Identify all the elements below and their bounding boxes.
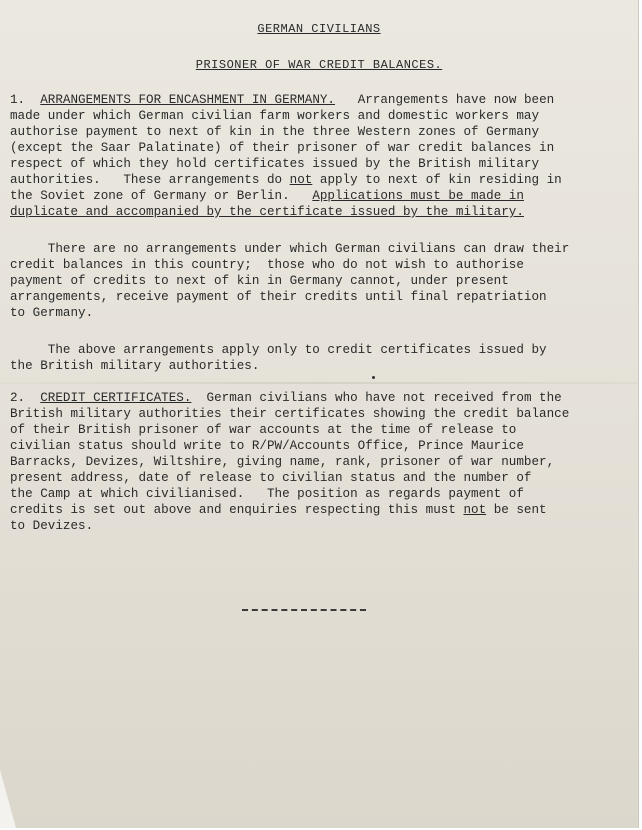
paragraph-1: [10, 92, 622, 220]
applications-notice: Applications must be made in: [312, 189, 524, 203]
paragraph-4-line-2: British military authorities their certificates showing the credit balance: [10, 407, 570, 421]
paragraph-2-line-2: credit balances in this country; those who do not wish to authorise: [10, 258, 524, 272]
paragraph-4-line-9: to Devizes.: [10, 519, 94, 533]
paragraph-2-line-4: arrangements, receive payment of their credits until final repatriation: [10, 290, 547, 304]
paragraph-4-line-3: of their British prisoner of war accounts at the time of release to: [10, 423, 517, 437]
paragraph-1-line-6-end: apply to next of kin residing in: [312, 173, 562, 187]
paragraph-4-line-4: civilian status should write to R/PW/Accounts Office, Prince Maurice: [10, 439, 524, 453]
paragraph-1-heading: ARRANGEMENTS FOR ENCASHMENT IN GERMANY.: [40, 93, 335, 107]
closing-rule: [242, 609, 366, 611]
paragraph-2-line-5: to Germany.: [10, 306, 94, 320]
paragraph-1-line-7: the Soviet zone of Germany or Berlin.: [10, 189, 313, 203]
paragraph-3-line-1: The above arrangements apply only to credit certificates issued by: [10, 343, 547, 357]
paragraph-4-line-5: Barracks, Devizes, Wiltshire, giving name, rank, prisoner of war number,: [10, 455, 555, 469]
paragraph-3: [10, 342, 622, 374]
paragraph-1-line-5: respect of which they hold certificates issued by the British military: [10, 157, 540, 171]
paragraph-4-number: 2.: [10, 391, 26, 405]
applications-notice-cont: duplicate and accompanied by the certificate issued by the military.: [10, 205, 524, 219]
paragraph-1-number: 1.: [10, 93, 26, 107]
paragraph-4-line-8-end: be sent: [486, 503, 547, 517]
paragraph-4-line-6: present address, date of release to civilian status and the number of: [10, 471, 532, 485]
paragraph-2: [10, 241, 622, 321]
paragraph-1-line-6: authorities. These arrangements do: [10, 173, 290, 187]
emphasis-not-2: not: [463, 503, 487, 517]
ink-dot: [372, 376, 375, 379]
document-title: GERMAN CIVILIANS: [257, 22, 381, 36]
emphasis-not: not: [289, 173, 313, 187]
paragraph-4-line-1: German civilians who have not received from the: [206, 391, 562, 405]
paragraph-1-line-4: (except the Saar Palatinate) of their prisoner of war credit balances in: [10, 141, 555, 155]
paragraph-2-line-1: There are no arrangements under which German civilians can draw their: [10, 242, 570, 256]
paragraph-1-line-1: Arrangements have now been: [357, 93, 555, 107]
paragraph-1-line-3: authorise payment to next of kin in the three Western zones of Germany: [10, 125, 540, 139]
paragraph-1-line-2: made under which German civilian farm workers and domestic workers may: [10, 109, 540, 123]
paragraph-4-line-8: credits is set out above and enquiries respecting this must: [10, 503, 464, 517]
torn-corner: [0, 770, 16, 828]
paragraph-4-line-7: the Camp at which civilianised. The position as regards payment of: [10, 487, 524, 501]
paragraph-4-heading: CREDIT CERTIFICATES.: [40, 391, 192, 405]
paragraph-4: [10, 390, 622, 534]
document-subtitle: PRISONER OF WAR CREDIT BALANCES.: [195, 58, 443, 72]
paragraph-3-line-2: the British military authorities.: [10, 359, 260, 373]
paper-fold: [0, 382, 638, 384]
paragraph-2-line-3: payment of credits to next of kin in Germany cannot, under present: [10, 274, 509, 288]
